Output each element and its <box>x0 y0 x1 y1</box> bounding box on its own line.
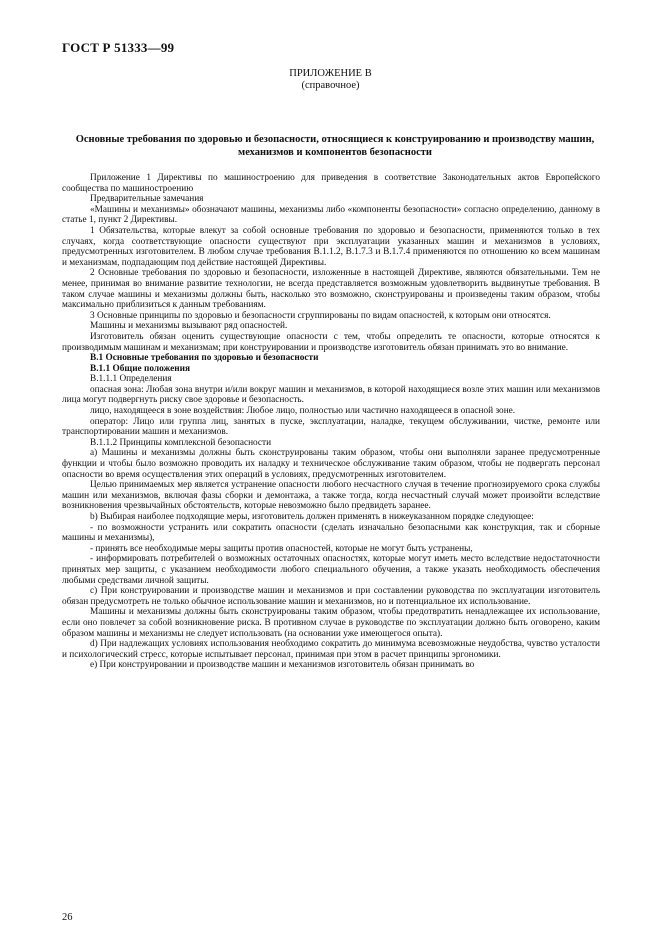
list-item: - принять все необходимые меры защиты против опасностей, которые не могут быть устранены, <box>90 543 473 554</box>
paragraph: Приложение 1 Директивы по машиностроению для приведения в соответствие Законодательных актов Европейского сообщества по машиностроению <box>62 173 600 194</box>
appendix-note: (справочное) <box>301 80 360 91</box>
paragraph: В.1.1.1 Определения <box>90 374 172 385</box>
paragraph: Машины и механизмы должны быть сконструированы таким образом, чтобы предотвратить ненадлежащее их использование, если оно повлечет за собой возникновение риска. В противном случае в руководстве по эксплуатации должно быть оговорено, каким образом машины и механизмы не следует использовать (на основании уже имеющегося опыта). <box>62 607 600 639</box>
paragraph: лицо, находящееся в зоне воздействия: Любое лицо, полностью или частично находящееся в опасной зоне. <box>90 406 516 417</box>
paragraph: b) Выбирая наиболее подходящие меры, изготовитель должен применять в нижеуказанном порядке следующее: <box>90 512 534 522</box>
paragraph: Предварительные замечания <box>90 194 204 205</box>
appendix-label: ПРИЛОЖЕНИЕ В <box>289 68 372 79</box>
subsection-heading: В.1.1 Общие положения <box>90 363 191 374</box>
document-body <box>62 173 600 671</box>
paragraph: оператор: Лицо или группа лиц, занятых в пуске, эксплуатации, наладке, текущем обслуживании, чистке, ремонте или транспортировании машин и механизмов. <box>62 416 600 438</box>
list-item: - информировать потребителей о возможных остаточных опасностях, которые могут иметь место вследствие недостаточности принятых мер защиты, с указанием необходимости любого специального обучения, а также указать необходимость обеспечения любыми средствами личной защиты. <box>62 554 600 586</box>
standard-designation: ГОСТ Р 51333—99 <box>62 40 175 55</box>
paragraph: d) При надлежащих условиях использования необходимо сократить до минимума всевозможные неудобства, чувство усталости и психологический стресс, которые испытывает персонал, принимая при этом в расчет принципы эргономики. <box>62 639 600 660</box>
paragraph: «Машины и механизмы» обозначают машины, механизмы либо «компоненты безопасности» согласно определению, данному в статье 1, пункт 2 Директивы. <box>62 204 600 226</box>
appendix-heading <box>0 68 661 92</box>
section-heading: В.1 Основные требования по здоровью и безопасности <box>90 353 319 364</box>
paragraph: с) При конструировании и производстве машин и механизмов и при составлении руководства по эксплуатации изготовитель обязан предусмотреть не только обычное использование машин и механизмов, но и потенциальное их использование. <box>62 586 600 607</box>
list-item: - по возможности устранить или сократить опасности (сделать изначально безопасными как конструкция, так и сборные машины и механизмы), <box>62 522 600 544</box>
paragraph: 3 Основные принципы по здоровью и безопасности сгруппированы по видам опасностей, к которым они относятся. <box>90 310 551 321</box>
paragraph: а) Машины и механизмы должны быть сконструированы таким образом, чтобы они выполняли заранее предусмотренные функции и чтобы было возможно проводить их наладку и техническое обслуживание таким образом, чтобы не подвергать персонал опасности во время осуществления этих операций в условиях, предусмотренных изготовителем. <box>62 448 600 480</box>
paragraph: В.1.1.2 Принципы комплексной безопасности <box>90 437 272 448</box>
paragraph: Целью принимаемых мер является устранение опасности любого несчастного случая в течение прогнозируемого срока службы машин или механизмов, включая фазы сборки и демонтажа, а также тогда, когда несчастный случай может произойти вследствие возникновения чрезвычайных обстоятельств, которые невозможно было предвидеть заранее. <box>62 480 600 512</box>
paragraph: 2 Основные требования по здоровью и безопасности, изложенные в настоящей Директиве, являются обязательными. Тем не менее, принимая во внимание развитие технологии, не всегда представляется возможным удовлетворить выдвинутые требования. В таком случае машины и механизмы должны быть, насколько это возможно, сконструированы и произведены таким образом, чтобы максимально приблизиться к данным требованиям. <box>62 268 600 311</box>
paragraph: Изготовитель обязан оценить существующие опасности с тем, чтобы определить те опасности, которые относятся к производимым машинам и механизмам; при конструировании и производстве изготовитель обязан принимать это во внимание. <box>62 331 600 353</box>
paragraph: е) При конструировании и производстве машин и механизмов изготовитель обязан принимать во <box>90 660 475 671</box>
paragraph: опасная зона: Любая зона внутри и/или вокруг машин и механизмов, в которой находящиеся возле этих машин или механизмов лица могут подвергнуть риску свое здоровье и безопасность. <box>62 384 600 406</box>
paragraph: 1 Обязательства, которые влекут за собой основные требования по здоровью и безопасности, применяются только в тех случаях, когда соответствующие опасности существуют при эксплуатации указанных машин и механизмов в условиях, предусмотренных изготовителем. В любом случае требования В.1.1.2, В.1.7.3 и В.1.7.4 применяются по отношению ко всем машинам и механизмам, подпадающим под действие настоящей Директивы. <box>62 225 600 268</box>
main-title: Основные требования по здоровью и безопасности, относящиеся к конструированию и производству машин, механизмов и компонентов безопасности <box>75 134 595 158</box>
paragraph: Машины и механизмы вызывают ряд опасностей. <box>90 321 288 332</box>
page-number: 26 <box>62 912 73 923</box>
